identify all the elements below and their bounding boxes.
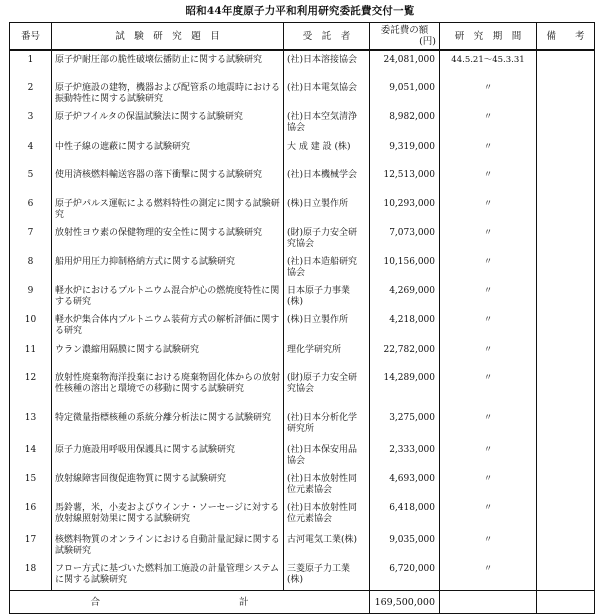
header-amount-line1: 委託費の額 xyxy=(380,25,429,36)
row-subject: 原子炉パルス運転による燃料特性の測定に関する試験研究 xyxy=(52,196,284,225)
row-no: 18 xyxy=(10,561,52,591)
row-subject: 特定微量指標核種の系統分離分析法に関する試験研究 xyxy=(52,410,284,442)
row-no: 4 xyxy=(10,138,52,167)
row-contractor: (株)日立製作所 xyxy=(284,312,370,341)
row-contractor: (社)日本造船研究協会 xyxy=(284,254,370,283)
row-remarks xyxy=(537,283,595,312)
row-contractor: 理化学研究所 xyxy=(284,341,370,370)
row-amount: 9,051,000 xyxy=(370,80,440,109)
row-subject: 馬鈴薯，米，小麦およびウインナ・ソーセージに対する放射線照射効果に関する試験研究 xyxy=(52,500,284,532)
row-contractor: (社)日本空気清浄協会 xyxy=(284,109,370,138)
table-row xyxy=(10,410,595,442)
row-amount: 10,293,000 xyxy=(370,196,440,225)
row-subject: 放射性ヨウ素の保健物理的安全性に関する試験研究 xyxy=(52,225,284,254)
row-contractor: (社)日本保安用品協会 xyxy=(284,442,370,471)
table-row xyxy=(10,561,595,591)
row-period: 〃 xyxy=(440,341,537,370)
row-remarks xyxy=(537,500,595,532)
row-period: 〃 xyxy=(440,80,537,109)
row-no: 7 xyxy=(10,225,52,254)
row-no: 1 xyxy=(10,50,52,80)
table-row xyxy=(10,283,595,312)
row-contractor: (財)原子力安全研究協会 xyxy=(284,370,370,410)
row-subject: ウラン濃縮用隔膜に関する試験研究 xyxy=(52,341,284,370)
header-subject: 試 験 研 究 題 目 xyxy=(52,23,284,51)
table-header-row xyxy=(10,23,595,51)
table-row xyxy=(10,312,595,341)
row-remarks xyxy=(537,410,595,442)
row-remarks xyxy=(537,532,595,561)
row-period: 〃 xyxy=(440,196,537,225)
row-contractor: (社)日本分析化学研究所 xyxy=(284,410,370,442)
row-subject: 原子炉施設の建物，機器および配管系の地震時における振動特性に関する試験研究 xyxy=(52,80,284,109)
grant-table xyxy=(9,22,595,614)
row-remarks xyxy=(537,167,595,196)
total-remarks xyxy=(537,591,595,614)
total-label: 合 計 xyxy=(10,591,370,614)
row-period: 〃 xyxy=(440,532,537,561)
row-remarks xyxy=(537,370,595,410)
row-remarks xyxy=(537,50,595,80)
row-period: 〃 xyxy=(440,561,537,591)
header-amount xyxy=(370,23,440,51)
row-remarks xyxy=(537,80,595,109)
row-amount: 7,073,000 xyxy=(370,225,440,254)
row-period: 〃 xyxy=(440,167,537,196)
row-no: 14 xyxy=(10,442,52,471)
row-amount: 10,156,000 xyxy=(370,254,440,283)
row-subject: 船用炉用圧力抑制格納方式に関する試験研究 xyxy=(52,254,284,283)
row-period: 〃 xyxy=(440,254,537,283)
row-amount: 9,035,000 xyxy=(370,532,440,561)
row-subject: 軽水炉集合体内プルトニウム装荷方式の解析評価に関する研究 xyxy=(52,312,284,341)
row-remarks xyxy=(537,254,595,283)
row-remarks xyxy=(537,312,595,341)
row-remarks xyxy=(537,341,595,370)
row-period: 〃 xyxy=(440,138,537,167)
row-no: 17 xyxy=(10,532,52,561)
row-contractor: (社)日本溶接協会 xyxy=(284,50,370,80)
row-contractor: (社)日本電気協会 xyxy=(284,80,370,109)
row-contractor: 古河電気工業(株) xyxy=(284,532,370,561)
total-period xyxy=(440,591,537,614)
row-subject: 放射性廃棄物海洋投棄における廃棄物固化体からの放射性核種の溶出と環境での移動に関する試験研究 xyxy=(52,370,284,410)
header-no: 番号 xyxy=(10,23,52,51)
row-period: 〃 xyxy=(440,225,537,254)
row-subject: 軽水炉におけるプルトニウム混合炉心の燃焼度特性に関する研究 xyxy=(52,283,284,312)
header-period: 研 究 期 間 xyxy=(440,23,537,51)
row-contractor: (社)日本放射性同位元素協会 xyxy=(284,471,370,500)
row-remarks xyxy=(537,442,595,471)
row-amount: 14,289,000 xyxy=(370,370,440,410)
row-remarks xyxy=(537,109,595,138)
row-period: 〃 xyxy=(440,410,537,442)
row-period: 〃 xyxy=(440,283,537,312)
table-row xyxy=(10,341,595,370)
row-contractor: 日本原子力事業(株) xyxy=(284,283,370,312)
row-remarks xyxy=(537,471,595,500)
table-row xyxy=(10,80,595,109)
row-contractor: 大 成 建 設 (株) xyxy=(284,138,370,167)
row-no: 16 xyxy=(10,500,52,532)
row-no: 11 xyxy=(10,341,52,370)
table-row xyxy=(10,138,595,167)
total-row xyxy=(10,591,595,614)
row-amount: 3,275,000 xyxy=(370,410,440,442)
header-contractor: 受 託 者 xyxy=(284,23,370,51)
row-no: 6 xyxy=(10,196,52,225)
row-contractor: 三菱原子力工業(株) xyxy=(284,561,370,591)
row-amount: 4,269,000 xyxy=(370,283,440,312)
row-no: 5 xyxy=(10,167,52,196)
row-remarks xyxy=(537,225,595,254)
row-period: 〃 xyxy=(440,442,537,471)
row-subject: 原子炉耐圧部の脆性破壊伝播防止に関する試験研究 xyxy=(52,50,284,80)
row-remarks xyxy=(537,561,595,591)
row-remarks xyxy=(537,138,595,167)
row-no: 13 xyxy=(10,410,52,442)
table-row xyxy=(10,254,595,283)
row-amount: 2,333,000 xyxy=(370,442,440,471)
row-amount: 8,982,000 xyxy=(370,109,440,138)
row-amount: 4,693,000 xyxy=(370,471,440,500)
row-subject: 放射線障害回復促進物質に関する試験研究 xyxy=(52,471,284,500)
row-no: 3 xyxy=(10,109,52,138)
row-subject: 中性子線の遮蔽に関する試験研究 xyxy=(52,138,284,167)
header-remarks: 備 考 xyxy=(537,23,595,51)
row-no: 10 xyxy=(10,312,52,341)
table-row xyxy=(10,50,595,80)
row-period: 〃 xyxy=(440,109,537,138)
table-row xyxy=(10,167,595,196)
row-no: 2 xyxy=(10,80,52,109)
table-row xyxy=(10,196,595,225)
row-period: 〃 xyxy=(440,471,537,500)
row-subject: フロー方式に基づいた燃料加工施設の計量管理システムに関する試験研究 xyxy=(52,561,284,591)
table-row xyxy=(10,109,595,138)
row-period: 〃 xyxy=(440,312,537,341)
table-row xyxy=(10,532,595,561)
row-amount: 6,720,000 xyxy=(370,561,440,591)
row-no: 8 xyxy=(10,254,52,283)
row-subject: 原子力施設用呼吸用保護具に関する試験研究 xyxy=(52,442,284,471)
table-row xyxy=(10,225,595,254)
row-amount: 6,418,000 xyxy=(370,500,440,532)
header-amount-line2: (円) xyxy=(419,36,436,47)
row-amount: 22,782,000 xyxy=(370,341,440,370)
row-remarks xyxy=(537,196,595,225)
row-subject: 核燃料物質のオンラインにおける自動計量記録に関する試験研究 xyxy=(52,532,284,561)
row-contractor: (株)日立製作所 xyxy=(284,196,370,225)
row-no: 12 xyxy=(10,370,52,410)
row-amount: 4,218,000 xyxy=(370,312,440,341)
table-row xyxy=(10,500,595,532)
table-row xyxy=(10,471,595,500)
row-period: 44.5.21～45.3.31 xyxy=(440,50,537,80)
row-amount: 12,513,000 xyxy=(370,167,440,196)
row-contractor: (財)原子力安全研究協会 xyxy=(284,225,370,254)
row-no: 9 xyxy=(10,283,52,312)
row-subject: 使用済核燃料輸送容器の落下衝撃に関する試験研究 xyxy=(52,167,284,196)
row-contractor: (社)日本機械学会 xyxy=(284,167,370,196)
table-row xyxy=(10,370,595,410)
total-amount: 169,500,000 xyxy=(370,591,440,614)
row-contractor: (社)日本放射性同位元素協会 xyxy=(284,500,370,532)
row-subject: 原子炉フイルタの保温試験法に関する試験研究 xyxy=(52,109,284,138)
row-period: 〃 xyxy=(440,500,537,532)
document-title: 昭和44年度原子力平和利用研究委託費交付一覧 xyxy=(185,5,415,17)
row-amount: 24,081,000 xyxy=(370,50,440,80)
table-row xyxy=(10,442,595,471)
row-no: 15 xyxy=(10,471,52,500)
row-amount: 9,319,000 xyxy=(370,138,440,167)
row-period: 〃 xyxy=(440,370,537,410)
